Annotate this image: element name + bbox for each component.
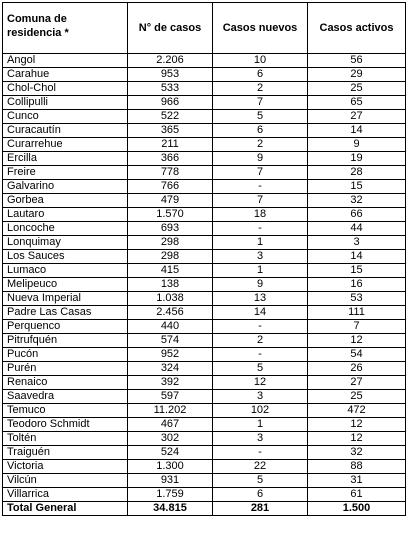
total-cases-cell: 324 [128, 362, 213, 376]
new-cases-cell: 13 [213, 292, 308, 306]
table-row [3, 68, 406, 82]
total-cases-cell: 479 [128, 194, 213, 208]
cases-table-container [2, 2, 405, 516]
active-cases-cell: 16 [308, 278, 406, 292]
commune-cell: Melipeuco [3, 278, 128, 292]
new-cases-cell: 6 [213, 124, 308, 138]
total-cases-cell: 365 [128, 124, 213, 138]
table-row [3, 348, 406, 362]
total-cases-cell: 11.202 [128, 404, 213, 418]
header-commune: Comuna de residencia * [3, 3, 128, 54]
table-row [3, 194, 406, 208]
commune-cell: Curacautín [3, 124, 128, 138]
commune-cell: Vilcún [3, 474, 128, 488]
total-cases-cell: 1.570 [128, 208, 213, 222]
commune-cell: Los Sauces [3, 250, 128, 264]
active-cases-cell: 12 [308, 418, 406, 432]
new-cases-cell: 14 [213, 306, 308, 320]
table-row [3, 264, 406, 278]
commune-cell: Teodoro Schmidt [3, 418, 128, 432]
table-row [3, 376, 406, 390]
commune-cell: Pitrufquén [3, 334, 128, 348]
commune-cell: Angol [3, 54, 128, 68]
active-cases-cell: 15 [308, 180, 406, 194]
new-cases-cell: 7 [213, 166, 308, 180]
table-row [3, 152, 406, 166]
active-cases-cell: 7 [308, 320, 406, 334]
total-cases-cell: 597 [128, 390, 213, 404]
table-row [3, 166, 406, 180]
new-cases-cell: 7 [213, 96, 308, 110]
header-active-cases: Casos activos [308, 3, 406, 54]
active-cases-cell: 61 [308, 488, 406, 502]
commune-cell: Curarrehue [3, 138, 128, 152]
commune-cell: Freire [3, 166, 128, 180]
table-row [3, 208, 406, 222]
new-cases-cell: 5 [213, 362, 308, 376]
table-row [3, 390, 406, 404]
table-row [3, 124, 406, 138]
active-cases-total-cell: 1.500 [308, 502, 406, 516]
table-row [3, 54, 406, 68]
total-cases-cell: 1.038 [128, 292, 213, 306]
active-cases-cell: 56 [308, 54, 406, 68]
active-cases-cell: 15 [308, 264, 406, 278]
commune-cell: Pucón [3, 348, 128, 362]
commune-cell: Lumaco [3, 264, 128, 278]
new-cases-cell: 2 [213, 138, 308, 152]
total-cases-cell: 2.456 [128, 306, 213, 320]
new-cases-cell: 2 [213, 334, 308, 348]
active-cases-cell: 25 [308, 82, 406, 96]
commune-cell: Collipulli [3, 96, 128, 110]
active-cases-cell: 25 [308, 390, 406, 404]
new-cases-cell: 3 [213, 250, 308, 264]
total-cases-cell: 366 [128, 152, 213, 166]
total-row [3, 502, 406, 516]
new-cases-cell: 1 [213, 418, 308, 432]
commune-cell: Galvarino [3, 180, 128, 194]
total-cases-cell: 211 [128, 138, 213, 152]
active-cases-cell: 44 [308, 222, 406, 236]
header-new-cases: Casos nuevos [213, 3, 308, 54]
active-cases-cell: 14 [308, 124, 406, 138]
total-cases-cell: 693 [128, 222, 213, 236]
active-cases-cell: 19 [308, 152, 406, 166]
table-row [3, 320, 406, 334]
total-cases-cell: 1.300 [128, 460, 213, 474]
new-cases-cell: 1 [213, 264, 308, 278]
commune-cell: Toltén [3, 432, 128, 446]
active-cases-cell: 12 [308, 334, 406, 348]
active-cases-cell: 66 [308, 208, 406, 222]
commune-cell: Lonquimay [3, 236, 128, 250]
table-row [3, 250, 406, 264]
total-cases-cell: 298 [128, 250, 213, 264]
table-row [3, 96, 406, 110]
active-cases-cell: 111 [308, 306, 406, 320]
active-cases-cell: 27 [308, 376, 406, 390]
commune-cell: Temuco [3, 404, 128, 418]
new-cases-cell: 5 [213, 110, 308, 124]
commune-cell: Purén [3, 362, 128, 376]
new-cases-cell: 9 [213, 278, 308, 292]
active-cases-cell: 3 [308, 236, 406, 250]
active-cases-cell: 32 [308, 446, 406, 460]
total-label-cell: Total General [3, 502, 128, 516]
new-cases-cell: 10 [213, 54, 308, 68]
new-cases-cell: - [213, 180, 308, 194]
new-cases-cell: 12 [213, 376, 308, 390]
new-cases-cell: 9 [213, 152, 308, 166]
total-cases-cell: 302 [128, 432, 213, 446]
header-total-cases: N° de casos [128, 3, 213, 54]
commune-cell: Cunco [3, 110, 128, 124]
total-cases-cell: 2.206 [128, 54, 213, 68]
new-cases-cell: - [213, 348, 308, 362]
table-row [3, 446, 406, 460]
commune-cell: Perquenco [3, 320, 128, 334]
total-cases-cell: 533 [128, 82, 213, 96]
commune-cell: Carahue [3, 68, 128, 82]
commune-cell: Gorbea [3, 194, 128, 208]
total-cases-cell: 931 [128, 474, 213, 488]
table-row [3, 418, 406, 432]
total-cases-cell: 467 [128, 418, 213, 432]
total-cases-cell: 524 [128, 446, 213, 460]
new-cases-cell: 5 [213, 474, 308, 488]
active-cases-cell: 28 [308, 166, 406, 180]
active-cases-cell: 27 [308, 110, 406, 124]
table-row [3, 180, 406, 194]
active-cases-cell: 29 [308, 68, 406, 82]
new-cases-cell: 1 [213, 236, 308, 250]
table-row [3, 460, 406, 474]
active-cases-cell: 12 [308, 432, 406, 446]
table-row [3, 138, 406, 152]
table-row [3, 236, 406, 250]
table-row [3, 404, 406, 418]
table-row [3, 82, 406, 96]
table-row [3, 306, 406, 320]
table-row [3, 222, 406, 236]
total-cases-cell: 574 [128, 334, 213, 348]
total-cases-cell: 778 [128, 166, 213, 180]
total-cases-cell: 966 [128, 96, 213, 110]
new-cases-total-cell: 281 [213, 502, 308, 516]
new-cases-cell: 2 [213, 82, 308, 96]
new-cases-cell: - [213, 222, 308, 236]
new-cases-cell: - [213, 320, 308, 334]
total-cases-cell: 415 [128, 264, 213, 278]
total-cases-cell: 440 [128, 320, 213, 334]
active-cases-cell: 88 [308, 460, 406, 474]
table-row [3, 488, 406, 502]
total-cases-cell: 953 [128, 68, 213, 82]
total-cases-cell: 766 [128, 180, 213, 194]
new-cases-cell: 18 [213, 208, 308, 222]
table-header-row [3, 3, 406, 54]
total-cases-cell: 952 [128, 348, 213, 362]
active-cases-cell: 26 [308, 362, 406, 376]
new-cases-cell: 102 [213, 404, 308, 418]
total-cases-cell: 1.759 [128, 488, 213, 502]
new-cases-cell: - [213, 446, 308, 460]
active-cases-cell: 31 [308, 474, 406, 488]
new-cases-cell: 3 [213, 432, 308, 446]
new-cases-cell: 6 [213, 68, 308, 82]
table-row [3, 432, 406, 446]
commune-cell: Traiguén [3, 446, 128, 460]
table-row [3, 278, 406, 292]
commune-cell: Padre Las Casas [3, 306, 128, 320]
table-row [3, 334, 406, 348]
table-row [3, 110, 406, 124]
active-cases-cell: 9 [308, 138, 406, 152]
total-cases-cell: 522 [128, 110, 213, 124]
table-row [3, 474, 406, 488]
active-cases-cell: 32 [308, 194, 406, 208]
commune-cell: Lautaro [3, 208, 128, 222]
commune-cell: Loncoche [3, 222, 128, 236]
active-cases-cell: 54 [308, 348, 406, 362]
total-cases-cell: 298 [128, 236, 213, 250]
new-cases-cell: 22 [213, 460, 308, 474]
table-body [3, 54, 406, 516]
commune-cell: Ercilla [3, 152, 128, 166]
new-cases-cell: 6 [213, 488, 308, 502]
active-cases-cell: 14 [308, 250, 406, 264]
cases-by-commune-table [2, 2, 406, 516]
commune-cell: Renaico [3, 376, 128, 390]
new-cases-cell: 7 [213, 194, 308, 208]
commune-cell: Victoria [3, 460, 128, 474]
total-cases-total-cell: 34.815 [128, 502, 213, 516]
commune-cell: Saavedra [3, 390, 128, 404]
new-cases-cell: 3 [213, 390, 308, 404]
active-cases-cell: 65 [308, 96, 406, 110]
total-cases-cell: 138 [128, 278, 213, 292]
total-cases-cell: 392 [128, 376, 213, 390]
table-row [3, 362, 406, 376]
active-cases-cell: 472 [308, 404, 406, 418]
commune-cell: Villarrica [3, 488, 128, 502]
commune-cell: Nueva Imperial [3, 292, 128, 306]
table-row [3, 292, 406, 306]
commune-cell: Chol-Chol [3, 82, 128, 96]
active-cases-cell: 53 [308, 292, 406, 306]
